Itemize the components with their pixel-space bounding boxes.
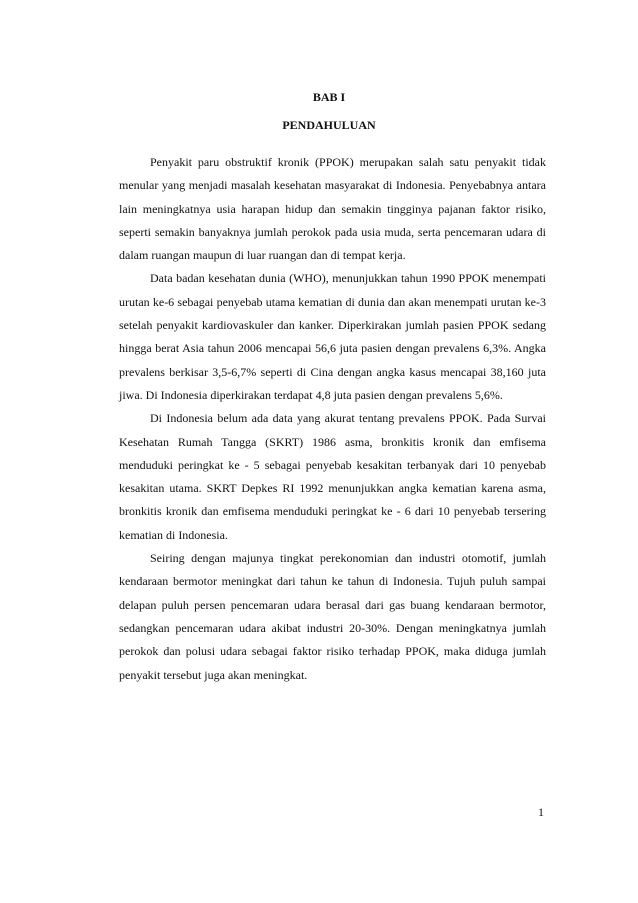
page-number: 1 — [538, 805, 544, 819]
paragraph-1: Penyakit paru obstruktif kronik (PPOK) merupakan salah satu penyakit tidak menular yang menjadi masalah kesehatan masyarakat di Indonesia. Penyebabnya antara lain meningkatnya usia harapan hidup dan semakin tingginya pajanan faktor risiko, seperti semakin banyaknya jumlah perokok pada usia muda, serta pencemaran udara di dalam ruangan maupun di luar ruangan dan di tempat kerja. — [119, 155, 546, 263]
chapter-number: BAB I — [312, 90, 346, 104]
paragraph-3: Di Indonesia belum ada data yang akurat tentang prevalens PPOK. Pada Survai Kesehatan Rumah Tangga (SKRT) 1986 asma, bronkitis kronik dan emfisema menduduki peringkat ke - 5 sebagai penyebab kesakitan terbanyak dari 10 penyebab kesakitan utama. SKRT Depkes RI 1992 menunjukkan angka kematian karena asma, bronkitis kronik dan emfisema menduduki peringkat ke - 6 dari 10 penyebab tersering kematian di Indonesia. — [119, 411, 546, 542]
chapter-title: PENDAHULUAN — [282, 118, 376, 132]
paragraph-4: Seiring dengan majunya tingkat perekonomian dan industri otomotif, jumlah kendaraan bermotor meningkat dari tahun ke tahun di Indonesia. Tujuh puluh sampai delapan puluh persen pencemaran udara berasal dari gas buang kendaraan bermotor, sedangkan pencemaran udara akibat industri 20-30%. Dengan meningkatnya jumlah perokok dan polusi udara sebagai faktor risiko terhadap PPOK, maka diduga jumlah penyakit tersebut juga akan meningkat. — [119, 551, 546, 682]
body-text — [119, 151, 546, 687]
paragraph-2: Data badan kesehatan dunia (WHO), menunjukkan tahun 1990 PPOK menempati urutan ke-6 sebagai penyebab utama kematian di dunia dan akan menempati urutan ke-3 setelah penyakit kardiovaskuler dan kanker. Diperkirakan jumlah pasien PPOK sedang hingga berat Asia tahun 2006 mencapai 56,6 juta pasien dengan prevalens 6,3%. Angka prevalens berkisar 3,5-6,7% seperti di Cina dengan angka kasus mencapai 38,160 juta jiwa. Di Indonesia diperkirakan terdapat 4,8 juta pasien dengan prevalens 5,6%. — [119, 271, 546, 402]
